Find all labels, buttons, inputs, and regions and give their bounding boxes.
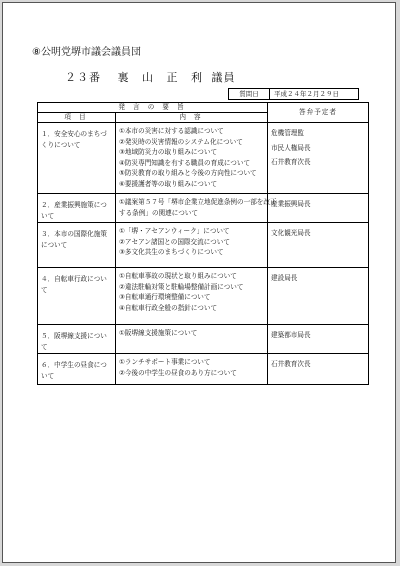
member-suffix: 議員: [211, 71, 236, 84]
table-row: [38, 354, 369, 385]
answerer-cell: 産業振興局長: [268, 194, 369, 223]
answerer-cell: 建設局長: [268, 268, 369, 325]
item-cell: ４．自転車行政につい て: [38, 268, 116, 325]
table-row: [38, 223, 369, 268]
member-name: 裏 山 正 利: [117, 71, 207, 84]
member-line: [65, 69, 236, 85]
question-table: [37, 102, 369, 385]
question-date-value: 平成２４年２月２９日: [274, 90, 339, 98]
header-main: 発 言 の 要 旨: [38, 103, 268, 113]
answerer-cell: 危機管理監 市民人権局長 石井教育次長: [268, 123, 369, 194]
item-cell: １．安全安心のまちづ くりについて: [38, 123, 116, 194]
answerer-cell: 文化観光局長: [268, 223, 369, 268]
header-answer: 答弁予定者: [268, 103, 369, 123]
document-page: [2, 2, 396, 563]
question-date-label: 質問日: [229, 89, 270, 99]
table-row: [38, 123, 369, 194]
item-cell: ３．本市の国際化施策 について: [38, 223, 116, 268]
answerer-cell: 石井教育次長: [268, 354, 369, 385]
table-row: [38, 325, 369, 354]
content-cell: ①ランチサポート事業について ②今後の中学生の昼食のあり方について: [116, 354, 268, 385]
content-cell: ①自転車事故の現状と取り組みについて ②違法駐輪対策と駐輪場整備計画について ③自転車通行環境整備について ④自転車行政全般の指針について: [116, 268, 268, 325]
item-cell: ２．産業振興施策につ いて: [38, 194, 116, 223]
header-item: 項 目: [38, 113, 116, 123]
item-cell: ６．中学生の昼食につ いて: [38, 354, 116, 385]
member-number: ２３番: [65, 71, 101, 84]
content-cell: ①議案第５７号「堺市企業立地促進条例の一部を改正 する条例」の関連について: [116, 194, 268, 223]
answerer-cell: 建築都市局長: [268, 325, 369, 354]
table-row: [38, 194, 369, 223]
content-cell: ①本市の災害に対する認識について ②発災時の災害情報のシステム化について ③地域防災力の取り組みについて ④防災専門知識を有する職員の育成について ⑤防災教育の取り組みと今後の方向性について ⑥要援護者等の取り組みについて: [116, 123, 268, 194]
content-cell: ①阪堺線支援施策について: [116, 325, 268, 354]
item-cell: ５．阪堺線支援につい て: [38, 325, 116, 354]
question-date-box: [228, 88, 359, 100]
header-content: 内 容: [116, 113, 268, 123]
party-name: ⑧公明党堺市議会議員団: [32, 47, 141, 58]
table-row: [38, 268, 369, 325]
content-cell: ①「堺・アセアンウィーク」について ②アセアン諸国との国際交流について ③多文化共生のまちづくりについて: [116, 223, 268, 268]
